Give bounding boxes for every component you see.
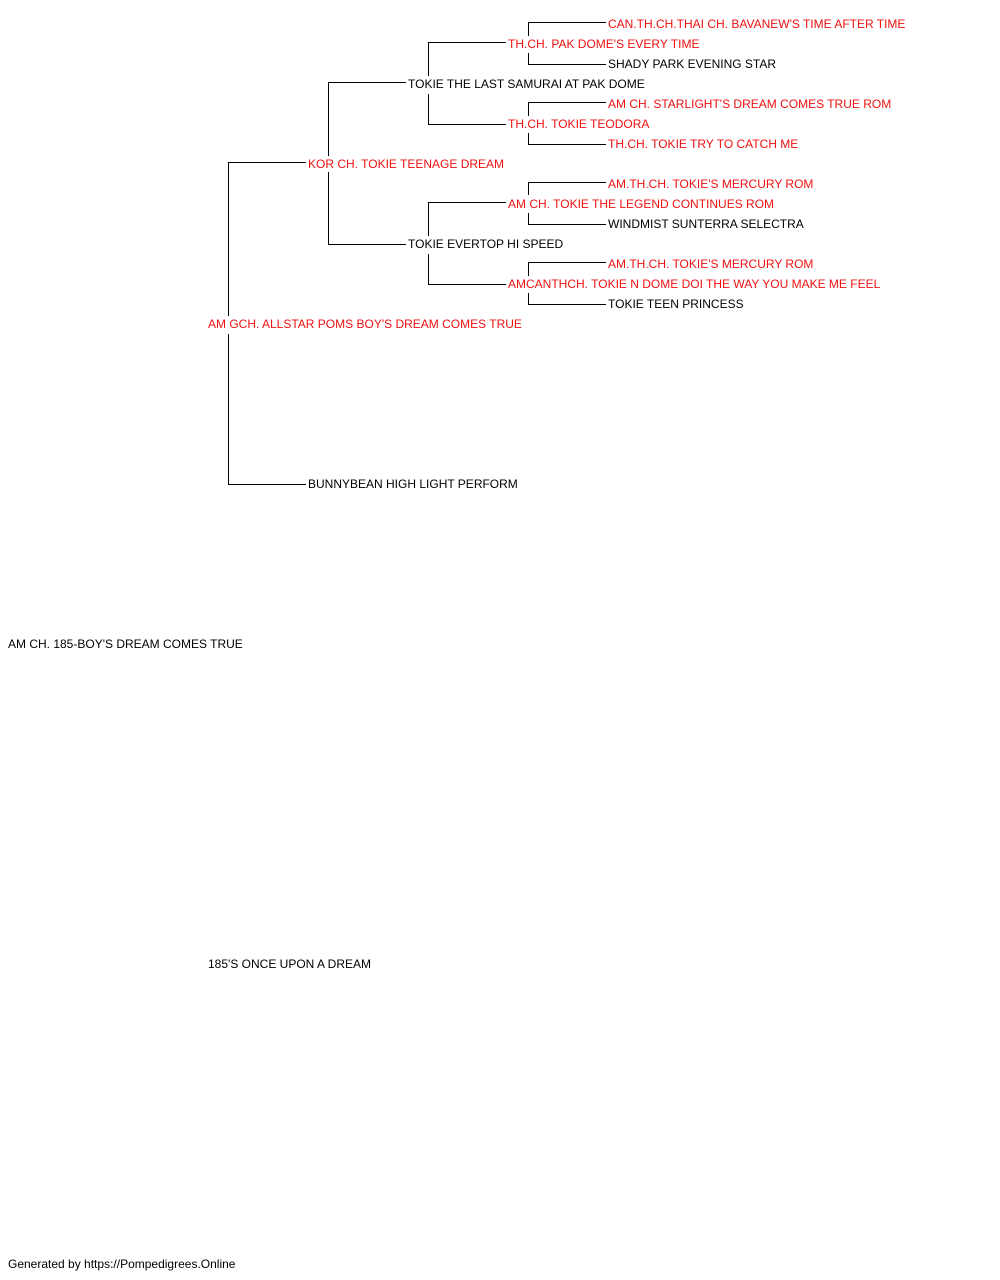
sire-sire-sire-name: TOKIE THE LAST SAMURAI AT PAK DOME — [408, 77, 645, 91]
ancestor-g5-3-name: AM CH. STARLIGHT'S DREAM COMES TRUE ROM — [608, 97, 892, 111]
ancestor-g5-1-name: CAN.TH.CH.THAI CH. BAVANEW'S TIME AFTER TIME — [608, 17, 906, 31]
sire-dam-name: BUNNYBEAN HIGH LIGHT PERFORM — [308, 477, 518, 491]
sire-sire-name: KOR CH. TOKIE TEENAGE DREAM — [308, 157, 505, 171]
connector-g4-1 — [429, 43, 507, 77]
connector-sire-dam — [329, 172, 407, 245]
ancestor-g4-2-name: TH.CH. TOKIE TEODORA — [508, 117, 650, 131]
connector-sire — [229, 163, 307, 317]
ancestor-g5-4-name: TH.CH. TOKIE TRY TO CATCH ME — [608, 137, 799, 151]
ancestor-g5-2-name: SHADY PARK EVENING STAR — [608, 57, 777, 71]
connector-dam — [229, 334, 307, 485]
connector-g5-6 — [529, 213, 607, 225]
connector-g4-2 — [429, 94, 507, 125]
connector-g5-1 — [529, 23, 607, 37]
connector-g5-5 — [529, 183, 607, 196]
footer-credit: Generated by https://Pompedigrees.Online — [8, 1257, 236, 1271]
ancestor-g4-3-name: AM CH. TOKIE THE LEGEND CONTINUES ROM — [508, 197, 775, 211]
ancestor-g4-1-name: TH.CH. PAK DOME'S EVERY TIME — [508, 37, 700, 51]
ancestor-g5-8-name: TOKIE TEEN PRINCESS — [608, 297, 744, 311]
connector-g5-3 — [529, 103, 607, 117]
connector-g5-8 — [529, 293, 607, 305]
subject-name: AM CH. 185-BOY'S DREAM COMES TRUE — [8, 637, 243, 651]
dam-name: 185'S ONCE UPON A DREAM — [208, 957, 372, 971]
ancestor-g5-5-name: AM.TH.CH. TOKIE'S MERCURY ROM — [608, 177, 814, 191]
sire-sire-dam-name: TOKIE EVERTOP HI SPEED — [408, 237, 564, 251]
ancestor-g5-7-name: AM.TH.CH. TOKIE'S MERCURY ROM — [608, 257, 814, 271]
connector-g5-2 — [529, 53, 607, 65]
ancestor-g4-4-name: AMCANTHCH. TOKIE N DOME DOI THE WAY YOU MAKE ME FEEL — [508, 277, 881, 291]
connector-sire-sire — [329, 83, 407, 157]
connector-g5-4 — [529, 133, 607, 145]
ancestor-g5-6-name: WINDMIST SUNTERRA SELECTRA — [608, 217, 804, 231]
connector-g4-4 — [429, 254, 507, 285]
connector-g4-3 — [429, 203, 507, 237]
sire-name: AM GCH. ALLSTAR POMS BOY'S DREAM COMES TRUE — [208, 317, 522, 331]
connector-g5-7 — [529, 263, 607, 277]
